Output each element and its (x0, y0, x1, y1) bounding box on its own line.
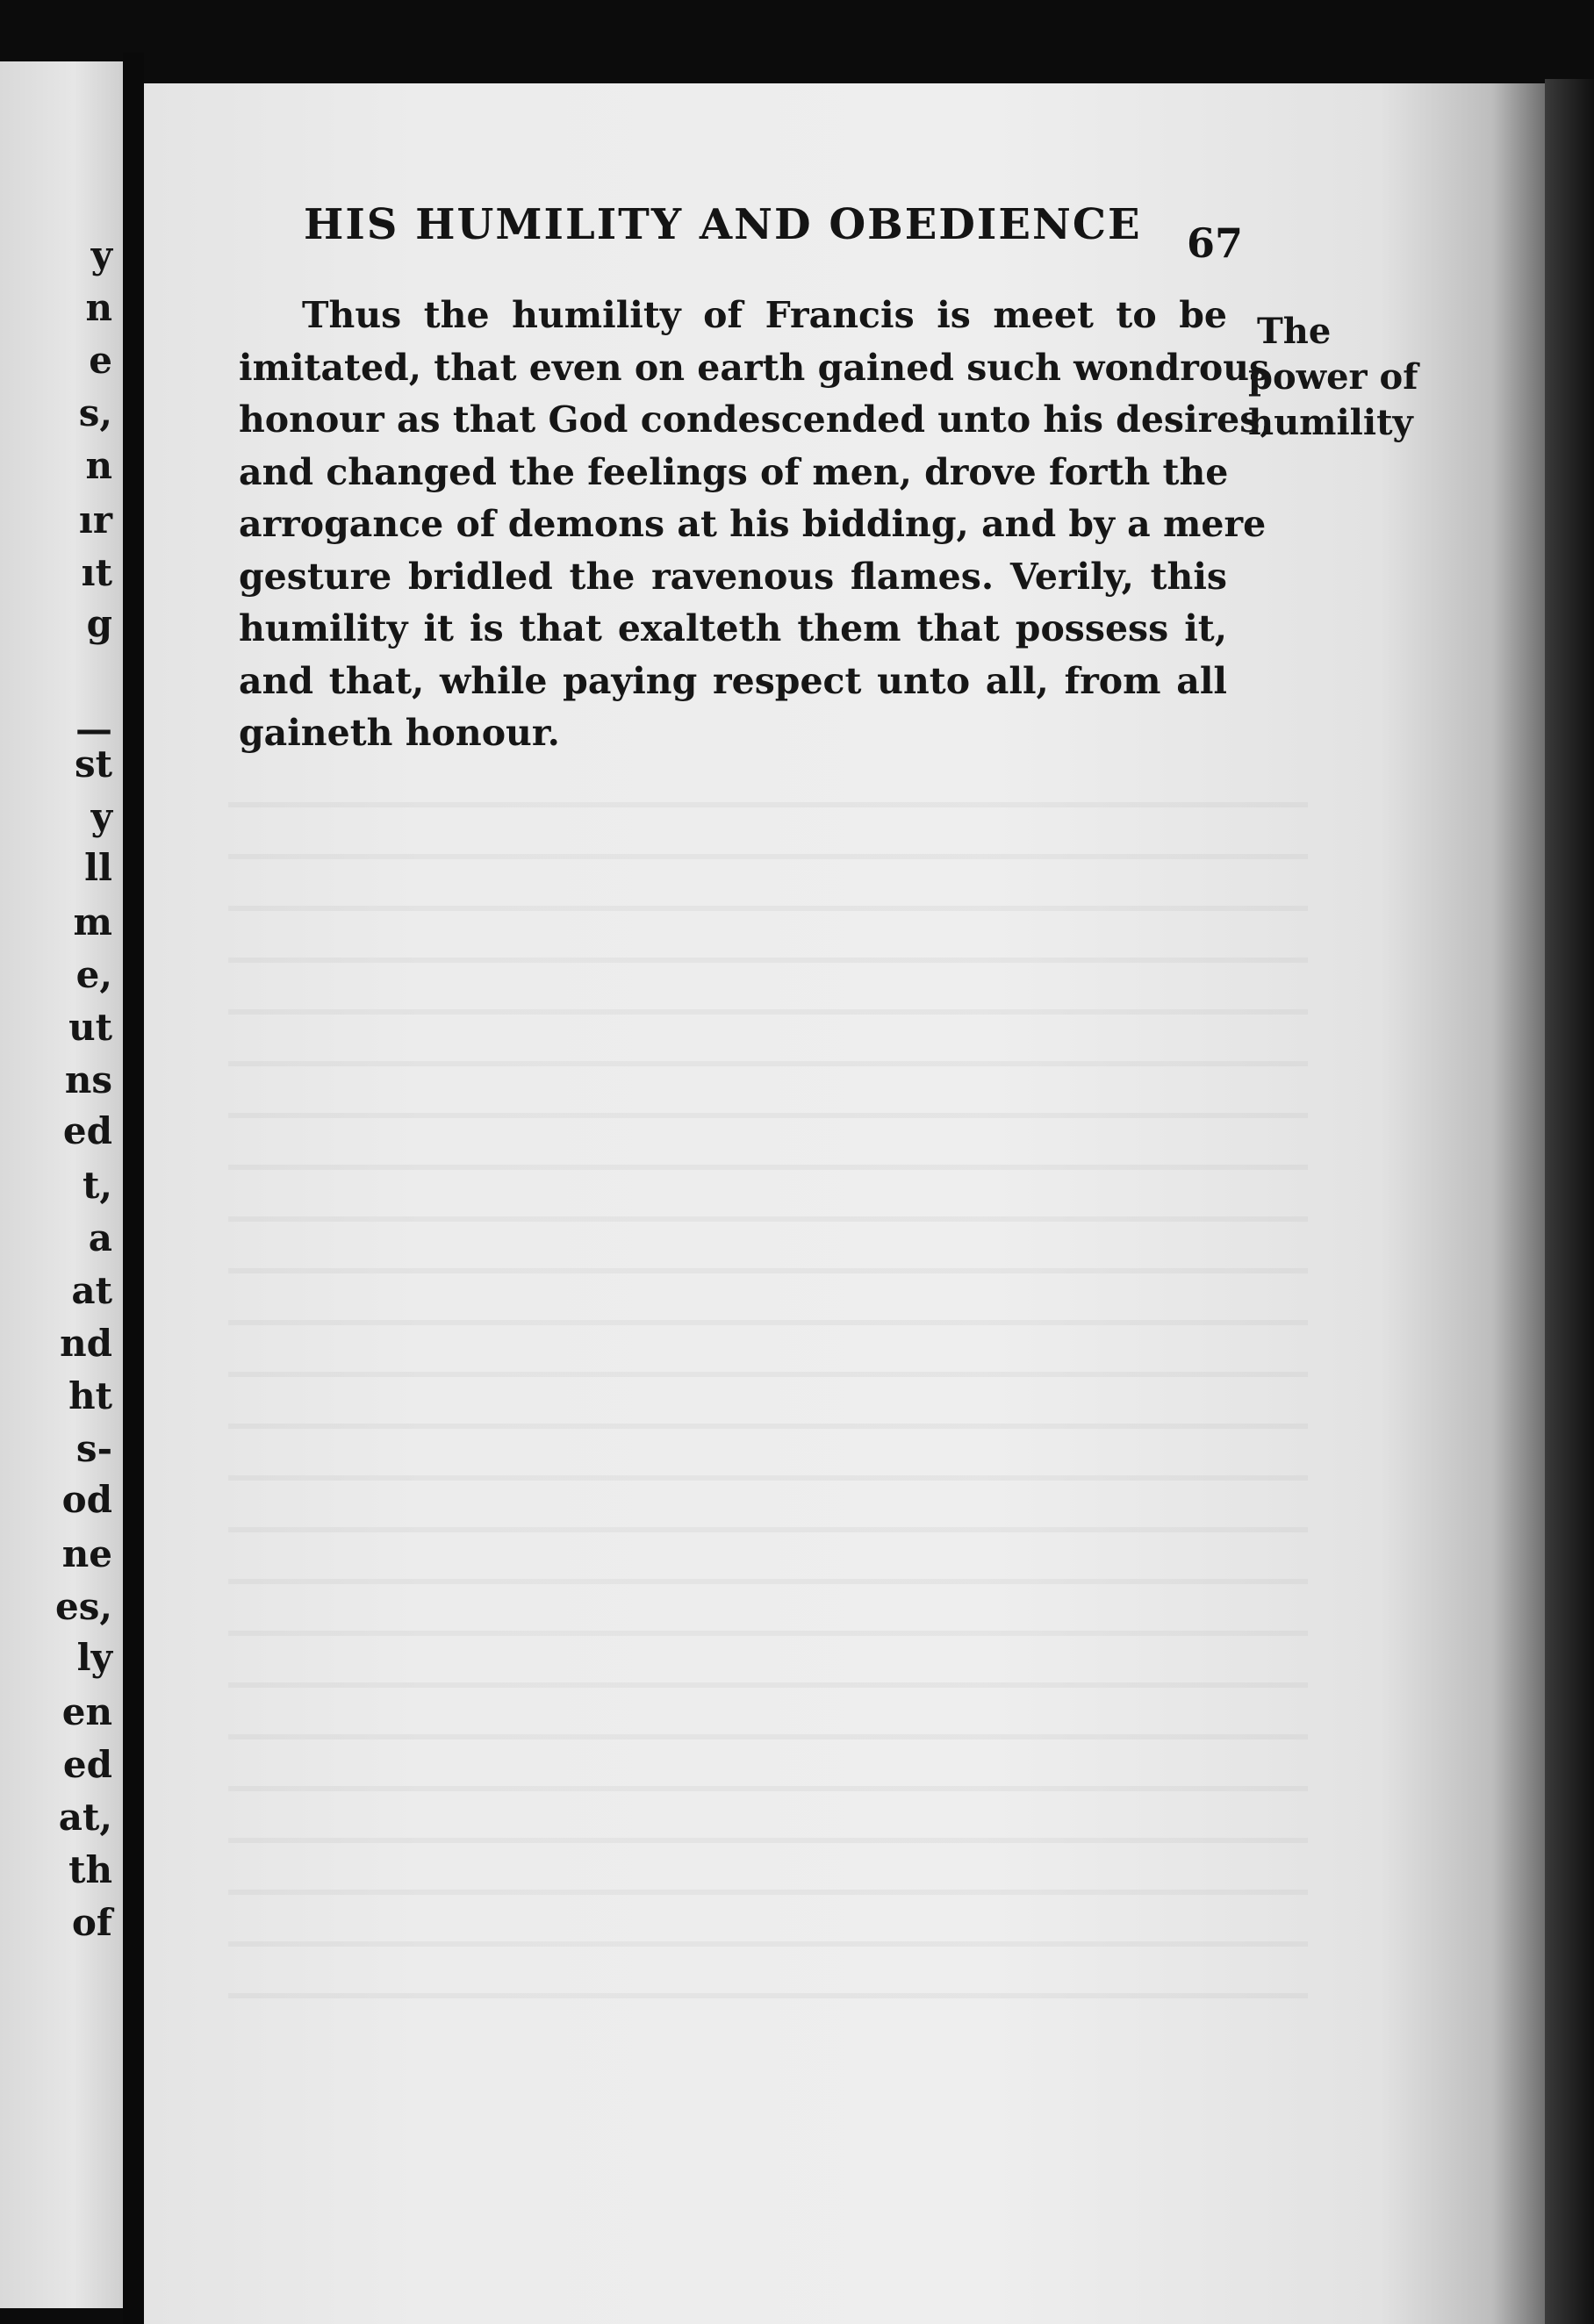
facing-page-line-end: ll (84, 846, 112, 889)
facing-page-line-end: y (90, 795, 112, 838)
margin-note (1248, 309, 1418, 446)
paragraph (239, 290, 1273, 760)
facing-page-line-end: en (61, 1690, 112, 1733)
margin-note-line: humility (1248, 402, 1413, 443)
text-line: and that, while paying respect unto all, from all (239, 659, 1227, 702)
facing-page-line-end: g (86, 602, 112, 645)
facing-page-line-end: es, (55, 1585, 112, 1628)
margin-note-line: power of (1248, 356, 1418, 398)
facing-page-line-end: ır (78, 499, 112, 542)
facing-page-line-end: at, (58, 1796, 112, 1839)
facing-page-line-end: t, (82, 1164, 112, 1207)
facing-page-line-end: e (89, 339, 112, 382)
facing-page-line-end: st (74, 742, 112, 785)
facing-page-line-end: s- (75, 1427, 112, 1470)
facing-page-line-end: s, (78, 391, 112, 434)
facing-page-line-end: ly (76, 1636, 112, 1679)
facing-page-line-end: ut (68, 1006, 112, 1049)
facing-page-line-end: ns (64, 1058, 112, 1101)
facing-page-line-end: ed (62, 1743, 112, 1786)
facing-page-line-end: ıt (81, 551, 112, 594)
facing-page-line-end: n (85, 444, 112, 487)
book-gutter (123, 53, 144, 2324)
facing-page-line-end: m (73, 900, 112, 943)
facing-page-line-end: e, (75, 953, 112, 996)
text-line: gesture bridled the ravenous flames. Verily, this (239, 555, 1227, 598)
text-line: humility it is that exalteth them that possess it, (239, 607, 1227, 649)
text-line: and changed the feelings of men, drove forth the (239, 450, 1229, 493)
facing-page-line-end: th (68, 1848, 112, 1891)
facing-page-line-end: ed (62, 1109, 112, 1152)
running-head: HIS HUMILITY AND OBEDIENCE (304, 200, 1142, 249)
margin-note-line: The (1257, 311, 1332, 352)
facing-page-line-end: n (85, 286, 112, 329)
facing-page-line-end: ne (61, 1532, 112, 1575)
facing-page-line-end: od (61, 1478, 112, 1521)
facing-page-line-end: a (88, 1216, 112, 1259)
text-line: arrogance of demons at his bidding, and by a mere (239, 503, 1267, 545)
text-line: gaineth honour. (239, 712, 560, 754)
facing-page-line-end: nd (60, 1322, 112, 1365)
page-number: 67 (1187, 219, 1244, 267)
facing-page-line-end: of (71, 1901, 112, 1944)
text-line: imitated, that even on earth gained such wondrous (239, 346, 1270, 389)
facing-page-line-end: y (90, 233, 112, 276)
text-line: honour as that God condescended unto his desires, (239, 398, 1273, 441)
facing-page-fragment (0, 61, 123, 2308)
facing-page-line-end: — (75, 707, 112, 750)
page-edge-shadow (1545, 79, 1594, 2324)
text-line: Thus the humility of Francis is meet to be (302, 294, 1227, 336)
facing-page-line-end: ht (68, 1374, 112, 1417)
show-through-text (228, 772, 1308, 2027)
facing-page-line-end: at (71, 1269, 112, 1312)
